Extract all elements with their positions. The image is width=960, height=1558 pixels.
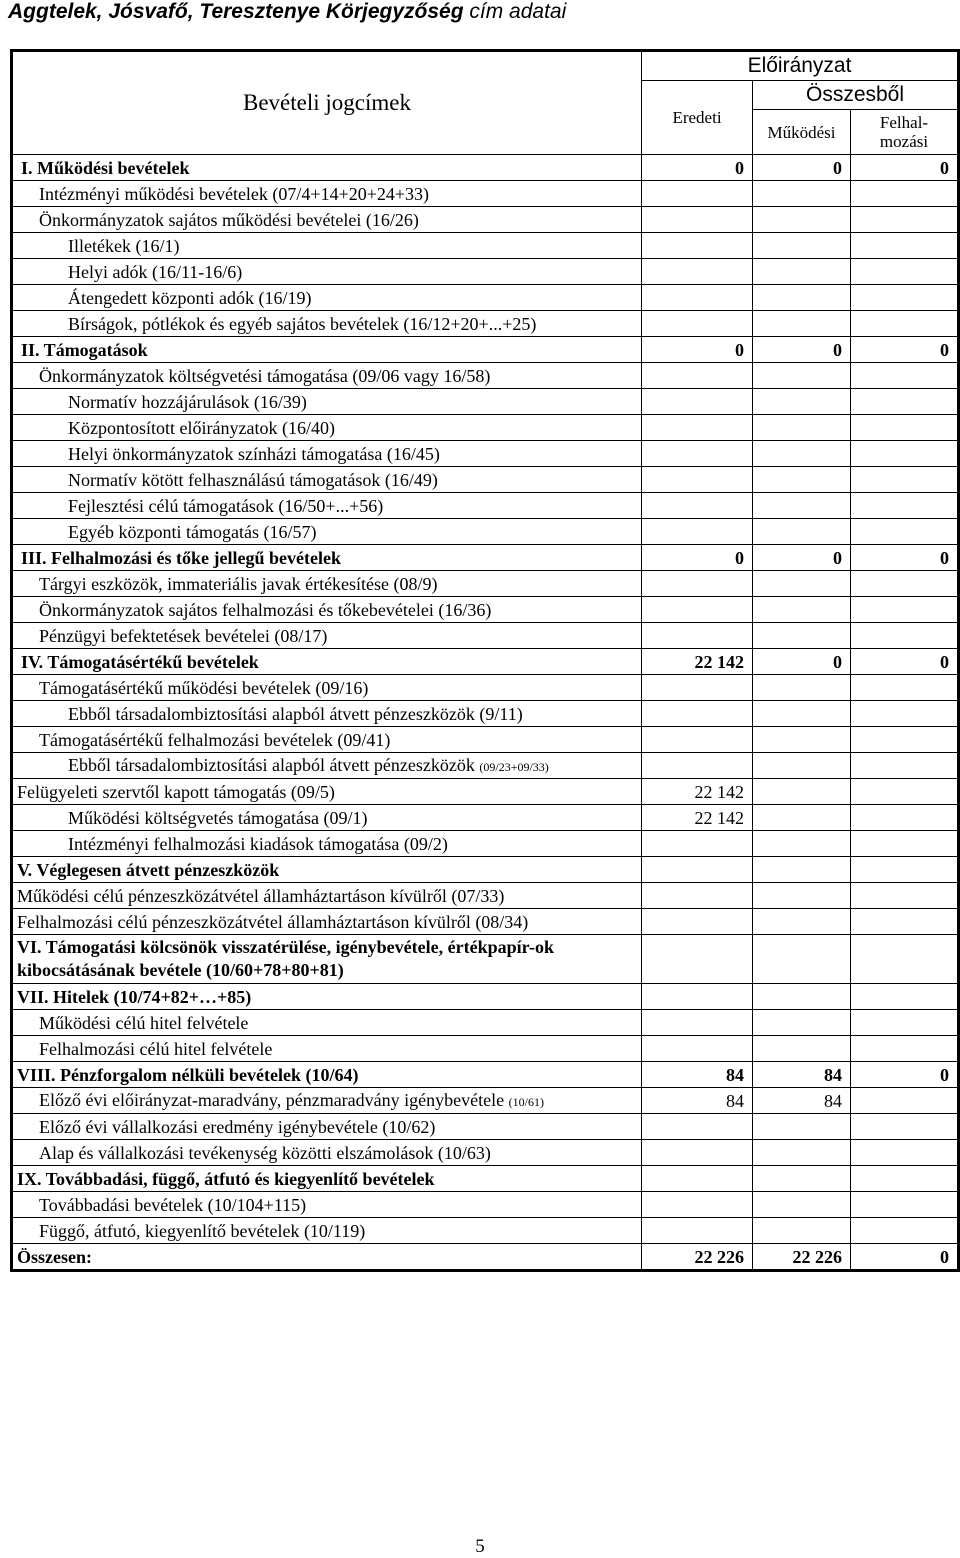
cell-eredeti: 22 142 [642,805,753,831]
cell-mukodesi [753,1036,851,1062]
table-row [12,623,959,649]
row-label [12,1244,642,1271]
cell-felhalmozasi [851,1166,959,1192]
table-row [12,1010,959,1036]
row-label-text: V. Véglegesen átvett pénzeszközök [17,859,280,880]
row-label [12,1010,642,1036]
row-label [12,311,642,337]
cell-felhalmozasi [851,779,959,805]
row-label-text: Működési célú hitel felvétele [39,1012,249,1033]
row-label-text: IV. Támogatásértékű bevételek [21,651,259,672]
cell-mukodesi [753,623,851,649]
row-label [12,545,642,571]
cell-mukodesi [753,675,851,701]
cell-mukodesi [753,363,851,389]
cell-mukodesi [753,207,851,233]
row-label [12,519,642,545]
row-label [12,571,642,597]
table-row [12,155,959,181]
table-row [12,337,959,363]
cell-mukodesi: 0 [753,545,851,571]
cell-eredeti [642,623,753,649]
row-label-text: Pénzügyi befektetések bevételei (08/17) [39,625,328,646]
row-label-text: Felhalmozási célú pénzeszközátvétel államháztartáson kívülről (08/34) [17,911,529,932]
cell-felhalmozasi: 0 [851,1244,959,1271]
cell-felhalmozasi: 0 [851,649,959,675]
cell-mukodesi [753,1166,851,1192]
cell-mukodesi [753,493,851,519]
cell-mukodesi: 84 [753,1088,851,1114]
cell-mukodesi: 0 [753,337,851,363]
cell-eredeti [642,727,753,753]
row-label [12,649,642,675]
table-row [12,1166,959,1192]
table-row [12,415,959,441]
cell-felhalmozasi [851,493,959,519]
cell-mukodesi [753,519,851,545]
row-label-text: Felhalmozási célú hitel felvétele [39,1038,273,1059]
cell-mukodesi [753,935,851,984]
row-label-text: Helyi adók (16/11-16/6) [68,261,243,282]
cell-eredeti: 84 [642,1062,753,1088]
row-label-text: Bírságok, pótlékok és egyéb sajátos bevételek (16/12+20+...+25) [68,313,537,334]
row-label-text: Központosított előirányzatok (16/40) [68,417,335,438]
row-label-text: I. Működési bevételek [21,157,190,178]
row-label-text: Fejlesztési célú támogatások (16/50+...+56) [68,495,384,516]
cell-felhalmozasi [851,597,959,623]
cell-mukodesi [753,441,851,467]
row-label-text: Önkormányzatok költségvetési támogatása (09/06 vagy 16/58) [39,365,491,386]
table-row [12,389,959,415]
row-label [12,909,642,935]
cell-eredeti: 22 142 [642,649,753,675]
cell-eredeti [642,389,753,415]
row-label [12,467,642,493]
row-label [12,363,642,389]
cell-mukodesi [753,701,851,727]
cell-felhalmozasi [851,984,959,1010]
cell-mukodesi [753,597,851,623]
cell-eredeti [642,1114,753,1140]
cell-mukodesi [753,1114,851,1140]
row-label-text: Önkormányzatok sajátos működési bevételei (16/26) [39,209,419,230]
row-label [12,805,642,831]
cell-felhalmozasi [851,571,959,597]
cell-eredeti [642,935,753,984]
cell-felhalmozasi [851,311,959,337]
cell-felhalmozasi [851,1010,959,1036]
table-row [12,519,959,545]
cell-eredeti [642,1166,753,1192]
table-row [12,233,959,259]
row-label-code: (10/61) [508,1094,544,1109]
row-label [12,597,642,623]
cell-felhalmozasi [851,935,959,984]
row-label [12,935,642,984]
cell-eredeti [642,1140,753,1166]
row-label [12,779,642,805]
row-label-text: Egyéb központi támogatás (16/57) [68,521,317,542]
cell-eredeti [642,675,753,701]
cell-eredeti [642,1036,753,1062]
cell-eredeti [642,493,753,519]
row-label [12,415,642,441]
cell-felhalmozasi: 0 [851,337,959,363]
cell-felhalmozasi [851,259,959,285]
cell-eredeti [642,415,753,441]
cell-mukodesi [753,285,851,311]
cell-eredeti: 84 [642,1088,753,1114]
cell-felhalmozasi [851,805,959,831]
cell-felhalmozasi [851,727,959,753]
table-row [12,1244,959,1271]
cell-felhalmozasi [851,623,959,649]
header-felhalmozasi-text: Felhal- mozási [879,113,929,151]
table-row [12,493,959,519]
table-row [12,831,959,857]
row-label-text: Támogatásértékű működési bevételek (09/16) [39,677,369,698]
row-label-text: Összesen: [17,1246,92,1267]
table-row [12,984,959,1010]
table-row [12,207,959,233]
cell-eredeti [642,285,753,311]
page-title-bold: Aggtelek, Jósvafő, Teresztenye Körjegyzőség [8,0,464,23]
row-label [12,1062,642,1088]
cell-mukodesi [753,857,851,883]
table-row [12,571,959,597]
row-label [12,623,642,649]
cell-felhalmozasi: 0 [851,545,959,571]
cell-felhalmozasi [851,181,959,207]
cell-felhalmozasi [851,883,959,909]
cell-eredeti [642,519,753,545]
cell-felhalmozasi [851,701,959,727]
row-label [12,493,642,519]
table-row [12,701,959,727]
row-label-text: VIII. Pénzforgalom nélküli bevételek (10/64) [17,1064,359,1085]
table-row [12,181,959,207]
row-label [12,701,642,727]
cell-eredeti [642,883,753,909]
cell-mukodesi [753,753,851,779]
cell-felhalmozasi [851,1036,959,1062]
cell-mukodesi: 22 226 [753,1244,851,1271]
row-label [12,1140,642,1166]
cell-mukodesi [753,259,851,285]
cell-eredeti [642,701,753,727]
row-label-text: III. Felhalmozási és tőke jellegű bevételek [21,547,341,568]
cell-mukodesi [753,1192,851,1218]
cell-felhalmozasi [851,207,959,233]
table-row [12,285,959,311]
cell-eredeti [642,831,753,857]
table-row [12,259,959,285]
cell-mukodesi [753,805,851,831]
row-label [12,1036,642,1062]
cell-felhalmozasi [851,1192,959,1218]
row-label-text: Előző évi vállalkozási eredmény igénybevétele (10/62) [39,1116,436,1137]
page-title-suffix: cím adatai [463,0,567,23]
cell-eredeti [642,311,753,337]
row-label [12,831,642,857]
cell-eredeti [642,233,753,259]
cell-felhalmozasi [851,1088,959,1114]
cell-eredeti: 0 [642,155,753,181]
cell-eredeti [642,571,753,597]
table-row [12,363,959,389]
cell-felhalmozasi [851,1218,959,1244]
row-label-text: II. Támogatások [21,339,148,360]
row-label [12,389,642,415]
table-row [12,883,959,909]
cell-felhalmozasi [851,467,959,493]
table-row [12,1218,959,1244]
row-label-text: Ebből társadalombiztosítási alapból átvett pénzeszközök [68,754,480,775]
cell-eredeti [642,467,753,493]
table-row [12,1036,959,1062]
row-label [12,1218,642,1244]
header-mukodesi: Működési [753,110,851,155]
cell-eredeti [642,857,753,883]
row-label-text: Átengedett központi adók (16/19) [68,287,312,308]
row-label [12,1114,642,1140]
cell-eredeti [642,753,753,779]
row-label-text: Működési költségvetés támogatása (09/1) [68,807,368,828]
row-label-text: Illetékek (16/1) [68,235,180,256]
table-row [12,779,959,805]
row-label [12,857,642,883]
cell-felhalmozasi [851,389,959,415]
cell-felhalmozasi [851,441,959,467]
cell-felhalmozasi: 0 [851,1062,959,1088]
table-row [12,597,959,623]
header-eredeti: Eredeti [642,81,753,155]
row-label-text: Felügyeleti szervtől kapott támogatás (09/5) [17,781,335,802]
cell-felhalmozasi [851,519,959,545]
table-row [12,311,959,337]
cell-mukodesi [753,909,851,935]
row-label [12,1192,642,1218]
row-label [12,1166,642,1192]
row-label-code: (09/23+09/33) [479,759,549,774]
cell-mukodesi [753,1140,851,1166]
row-label [12,155,642,181]
table-row [12,1062,959,1088]
row-label [12,727,642,753]
cell-mukodesi [753,831,851,857]
cell-eredeti [642,1192,753,1218]
cell-felhalmozasi: 0 [851,155,959,181]
cell-mukodesi [753,727,851,753]
row-label-text: Függő, átfutó, kiegyenlítő bevételek (10/119) [39,1220,366,1241]
cell-mukodesi [753,779,851,805]
cell-mukodesi: 0 [753,649,851,675]
table-row [12,441,959,467]
cell-eredeti [642,441,753,467]
cell-mukodesi [753,311,851,337]
cell-felhalmozasi [851,857,959,883]
cell-felhalmozasi [851,675,959,701]
cell-felhalmozasi [851,909,959,935]
row-label [12,181,642,207]
row-label [12,1088,642,1114]
cell-mukodesi [753,883,851,909]
row-label-text: VI. Támogatási kölcsönök visszatérülése, igénybevétele, értékpapír-ok kibocsátásának bevétele (10/60+78+80+81) [17,937,554,980]
table-row [12,1114,959,1140]
cell-eredeti [642,181,753,207]
cell-felhalmozasi [851,233,959,259]
row-label [12,259,642,285]
cell-eredeti: 22 142 [642,779,753,805]
cell-eredeti [642,984,753,1010]
cell-eredeti: 0 [642,545,753,571]
cell-eredeti [642,259,753,285]
cell-felhalmozasi [851,753,959,779]
cell-mukodesi [753,181,851,207]
table-row [12,467,959,493]
header-osszesbol: Összesből [753,81,959,110]
row-label-text: Alap és vállalkozási tevékenység közötti elszámolások (10/63) [39,1142,491,1163]
row-label-text: Normatív hozzájárulások (16/39) [68,391,307,412]
cell-mukodesi [753,415,851,441]
row-label-text: Továbbadási bevételek (10/104+115) [39,1194,307,1215]
table-row [12,727,959,753]
cell-mukodesi [753,389,851,415]
row-label [12,753,642,779]
cell-eredeti [642,207,753,233]
table-row [12,1140,959,1166]
cell-felhalmozasi [851,1140,959,1166]
page-title [8,0,566,24]
cell-mukodesi: 0 [753,155,851,181]
row-label-text: Működési célú pénzeszközátvétel államháztartáson kívülről (07/33) [17,885,505,906]
row-label [12,233,642,259]
table-row [12,1088,959,1114]
row-label-text: Előző évi előirányzat-maradvány, pénzmaradvány igénybevétele [39,1089,509,1110]
cell-eredeti [642,1010,753,1036]
row-label [12,984,642,1010]
cell-eredeti [642,1218,753,1244]
table-row [12,935,959,984]
row-label [12,285,642,311]
table-row [12,649,959,675]
table-row [12,805,959,831]
cell-mukodesi [753,233,851,259]
row-label-text: Önkormányzatok sajátos felhalmozási és tőkebevételei (16/36) [39,599,492,620]
row-label [12,441,642,467]
cell-felhalmozasi [851,363,959,389]
row-label [12,337,642,363]
cell-eredeti [642,597,753,623]
revenue-table [10,49,960,1272]
row-label [12,883,642,909]
cell-eredeti: 0 [642,337,753,363]
cell-mukodesi [753,1010,851,1036]
cell-mukodesi [753,571,851,597]
header-eloiranyzat: Előirányzat [642,51,959,81]
header-title: Bevételi jogcímek [12,51,642,155]
cell-eredeti [642,909,753,935]
cell-felhalmozasi [851,1114,959,1140]
cell-mukodesi [753,467,851,493]
table-row [12,675,959,701]
row-label [12,675,642,701]
row-label-text: Intézményi működési bevételek (07/4+14+20+24+33) [39,183,430,204]
row-label-text: Intézményi felhalmozási kiadások támogatása (09/2) [68,833,448,854]
row-label-text: Normatív kötött felhasználású támogatások (16/49) [68,469,438,490]
cell-felhalmozasi [851,831,959,857]
row-label-text: Tárgyi eszközök, immateriális javak értékesítése (08/9) [39,573,438,594]
row-label-text: Ebből társadalombiztosítási alapból átvett pénzeszközök (9/11) [68,703,523,724]
table-row [12,753,959,779]
cell-felhalmozasi [851,285,959,311]
row-label-text: Helyi önkormányzatok színházi támogatása (16/45) [68,443,440,464]
table-row [12,545,959,571]
row-label [12,207,642,233]
page-number: 5 [475,1536,485,1557]
cell-mukodesi [753,984,851,1010]
table-row [12,857,959,883]
table-row [12,909,959,935]
row-label-text: VII. Hitelek (10/74+82+…+85) [17,986,252,1007]
cell-eredeti: 22 226 [642,1244,753,1271]
header-felhalmozasi [851,110,959,155]
cell-mukodesi: 84 [753,1062,851,1088]
cell-eredeti [642,363,753,389]
row-label-text: Támogatásértékű felhalmozási bevételek (09/41) [39,729,391,750]
cell-mukodesi [753,1218,851,1244]
cell-felhalmozasi [851,415,959,441]
row-label-text: IX. Továbbadási, függő, átfutó és kiegyenlítő bevételek [17,1168,435,1189]
table-row [12,1192,959,1218]
